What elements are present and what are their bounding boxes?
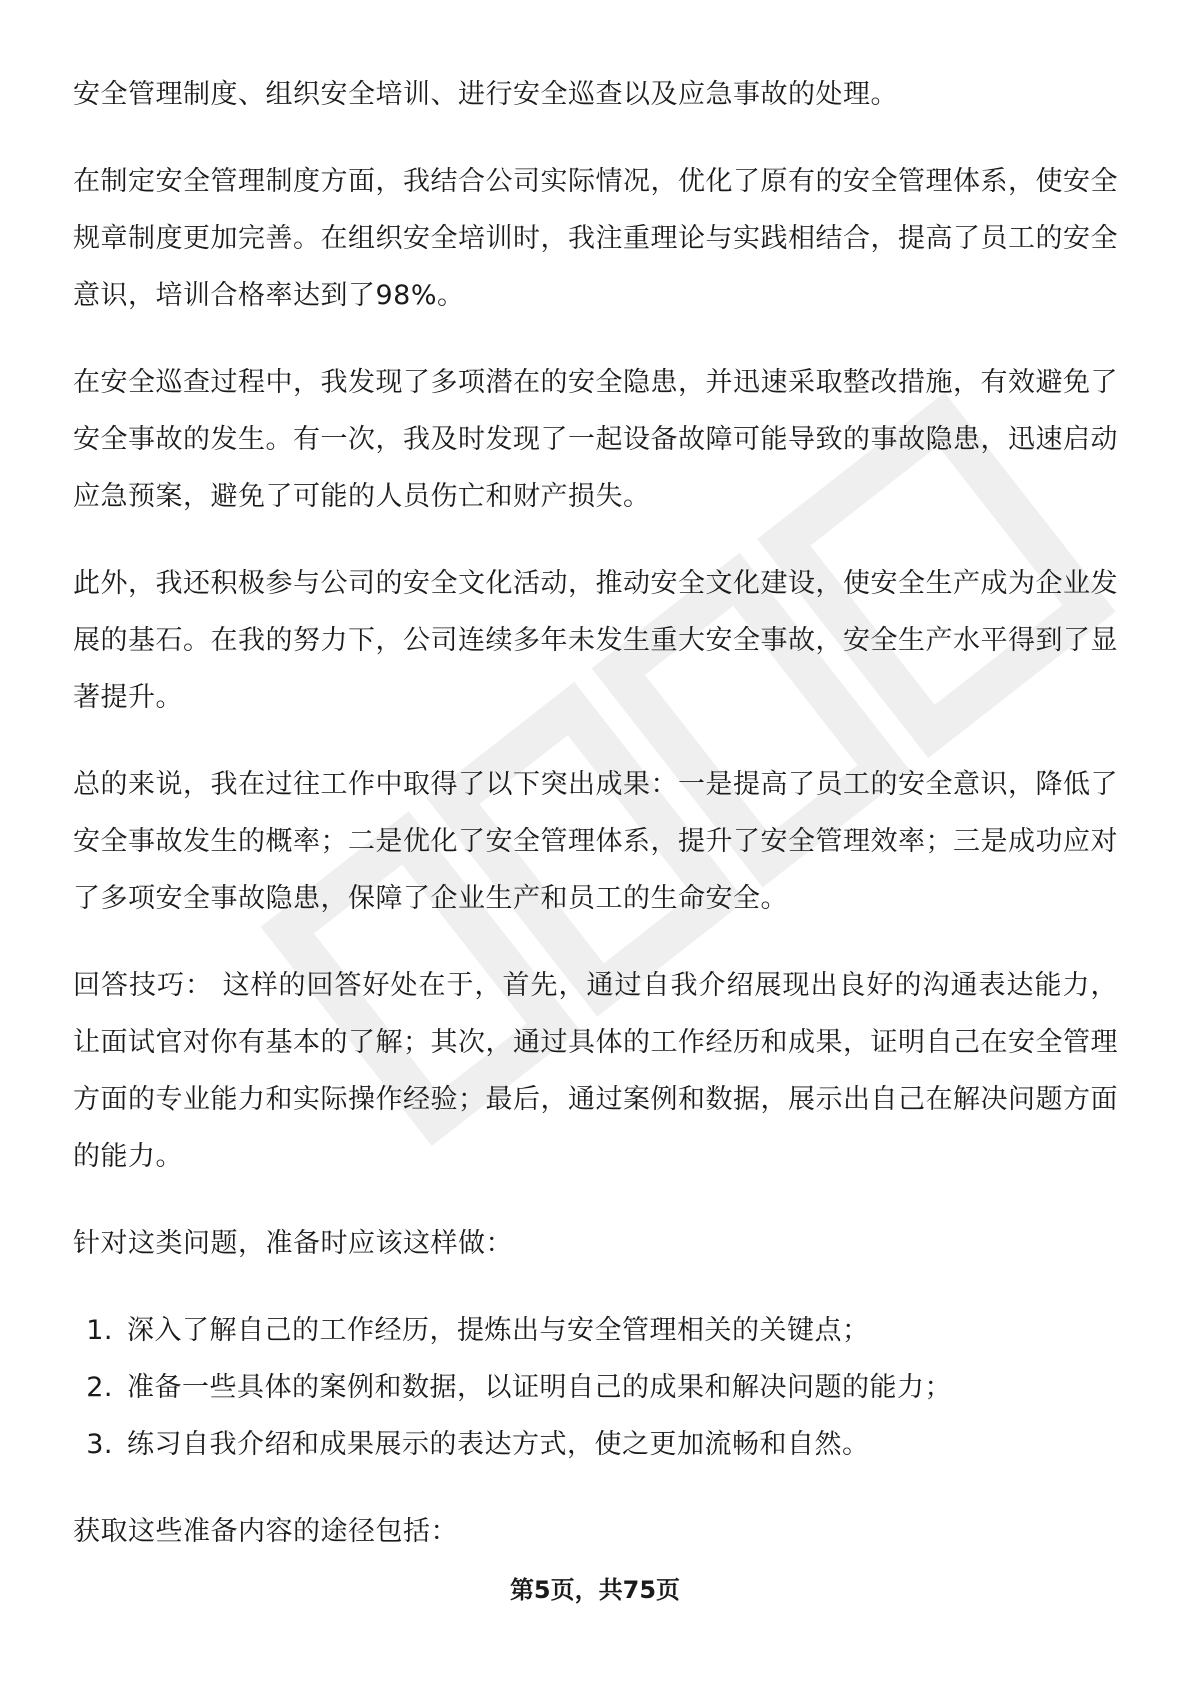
list-item	[73, 1302, 1118, 1359]
list-item-number: 1.	[86, 1315, 113, 1346]
list-item	[73, 1416, 1118, 1473]
paragraph-answer-tips: 回答技巧： 这样的回答好处在于，首先，通过自我介绍展现出良好的沟通表达能力，让面试官对你有基本的了解；其次，通过具体的工作经历和成果，证明自己在安全管理方面的专业能力和实际操作经验；最后，通过案例和数据，展示出自己在解决问题方面的能力。	[73, 970, 1118, 1172]
page-number-footer: 第5页，共75页	[509, 1576, 681, 1604]
list-item-number: 2.	[86, 1372, 113, 1403]
paragraph-preparation-intro: 针对这类问题，准备时应该这样做：	[73, 1228, 513, 1259]
list-item-text: 练习自我介绍和成果展示的表达方式，使之更加流畅和自然。	[127, 1429, 870, 1460]
list-item-text: 准备一些具体的案例和数据，以证明自己的成果和解决问题的能力；	[127, 1372, 952, 1403]
paragraph-safety-system: 在制定安全管理制度方面，我结合公司实际情况，优化了原有的安全管理体系，使安全规章制度更加完善。在组织安全培训时，我注重理论与实践相结合，提高了员工的安全意识，培训合格率达到了98%。	[73, 166, 1118, 311]
paragraph-intro-continuation: 安全管理制度、组织安全培训、进行安全巡查以及应急事故的处理。	[73, 79, 898, 110]
paragraph-closing: 获取这些准备内容的途径包括：	[73, 1516, 458, 1547]
paragraph-safety-culture: 此外，我还积极参与公司的安全文化活动，推动安全文化建设，使安全生产成为企业发展的基石。在我的努力下，公司连续多年未发生重大安全事故，安全生产水平得到了显著提升。	[73, 568, 1118, 713]
paragraph-safety-inspection: 在安全巡查过程中，我发现了多项潜在的安全隐患，并迅速采取整改措施，有效避免了安全事故的发生。有一次，我及时发现了一起设备故障可能导致的事故隐患，迅速启动应急预案，避免了可能的人员伤亡和财产损失。	[73, 367, 1118, 512]
document-body	[73, 66, 1118, 1590]
paragraph-summary: 总的来说，我在过往工作中取得了以下突出成果：一是提高了员工的安全意识，降低了安全事故发生的概率；二是优化了安全管理体系，提升了安全管理效率；三是成功应对了多项安全事故隐患，保障了企业生产和员工的生命安全。	[73, 769, 1118, 914]
list-item-number: 3.	[86, 1429, 113, 1460]
list-item-text: 深入了解自己的工作经历，提炼出与安全管理相关的关键点；	[127, 1315, 870, 1346]
preparation-steps-list	[73, 1302, 1118, 1473]
list-item	[73, 1359, 1118, 1416]
